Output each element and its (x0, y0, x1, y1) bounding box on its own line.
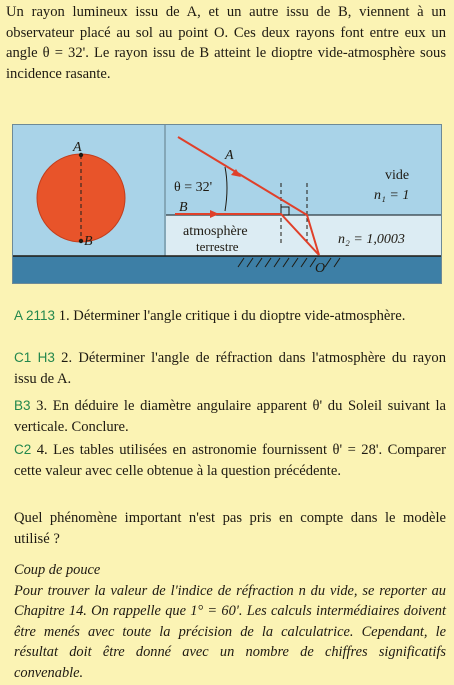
figure-svg (13, 125, 441, 283)
theta-label: θ = 32' (174, 180, 213, 195)
hint-box (14, 560, 446, 684)
intro-paragraph: Un rayon lumineux issu de A, et un autre issu de B, viennent à un observateur placé au sol au point O. Ces deux rayons font entre eux un angle θ = 32'. Le rayon issu de B atteint le dioptre vide-atmosphère sous incidence rasante. (6, 4, 446, 82)
right-angle-mark (281, 207, 289, 215)
question-1 (14, 306, 446, 327)
question-text: 3. En déduire le diamètre angulaire apparent θ' du Soleil suivant la verticale. Conclure. (14, 398, 446, 435)
hint-title: Coup de pouce (14, 562, 101, 578)
question-4 (14, 440, 446, 482)
extra-question: Quel phénomène important n'est pas pris en compte dans le modèle utilisé ? (14, 510, 446, 547)
n2-label: n₂ = 1,0003 (338, 232, 405, 247)
question-2 (14, 348, 446, 390)
ground (13, 256, 441, 283)
atmosphere-label: atmosphère (183, 224, 248, 239)
hint-text: Pour trouver la valeur de l'indice de réfraction n du vide, se reporter au Chapitre 14. On rappelle que 1° = 60'. Les calculs intermédiaires doivent être menés avec toute la précision de la calculatrice. Cependant, le résultat doit être donné avec un nombre de chiffres significatifs convenable. (14, 582, 446, 681)
theta-arc (225, 167, 227, 211)
question-text: 2. Déterminer l'angle de réfraction dans l'atmosphère du rayon issu de A. (14, 350, 447, 387)
ray-label-A: A (225, 148, 234, 163)
ray-label-B: B (179, 200, 188, 215)
vide-label: vide (385, 168, 410, 183)
terrestre-label: terrestre (196, 239, 239, 254)
point-B-dot (79, 239, 83, 243)
sun-label-A: A (73, 140, 82, 155)
question-tag: C1 H3 (14, 350, 55, 365)
question-3 (14, 396, 446, 438)
question-text: 4. Les tables utilisées en astronomie fournissent θ' = 28'. Comparer cette valeur avec celle obtenue à la question précédente. (14, 442, 446, 479)
sun-label-B: B (84, 234, 93, 249)
question-text: 1. Déterminer l'angle critique i du dioptre vide-atmosphère. (58, 308, 406, 324)
question-tag: B3 (14, 398, 31, 413)
n1-label: n₁ = 1 (374, 188, 410, 203)
refraction-figure (12, 124, 442, 284)
question-tag: C2 (14, 442, 32, 457)
question-tag: A 2113 (14, 308, 56, 323)
observer-label-O: O (315, 261, 326, 276)
